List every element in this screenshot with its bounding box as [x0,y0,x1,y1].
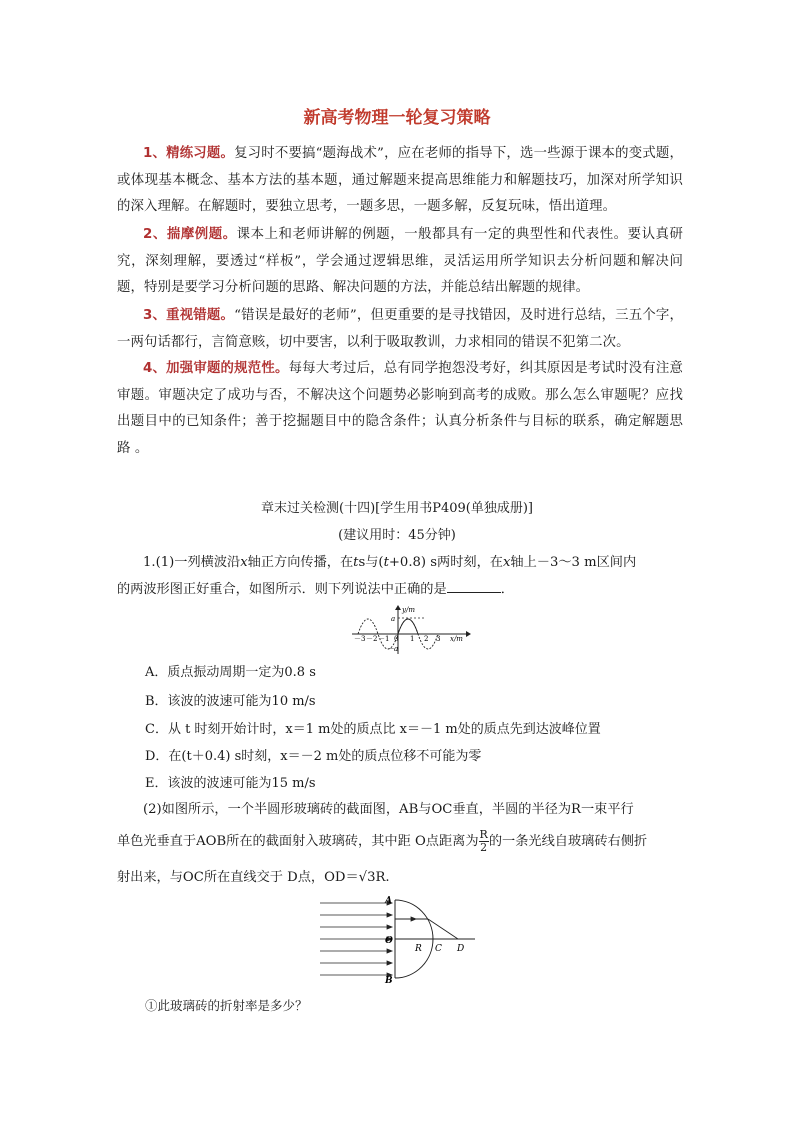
tick-label: －3 [354,635,366,643]
sub-question-1: ①此玻璃砖的折射率是多少？ [145,998,308,1013]
question-1-part-2-line-2 [117,828,683,855]
section-title: 章末过关检测(十四)[学生用书P409(单独成册)] [261,501,533,516]
strategy-body: 课本上和老师讲解的例题，一般都具有一定的典型性和代表性。要认真研究，深刻理解，要透过“样板”，学会通过逻辑思维，灵活运用所学知识去分析问题和解决问题，特别是要学习分析问题的思路、解决问题的方法，并能总结出解题的规律。 [117,227,683,296]
option-d: D．在(t＋0.4) s时刻，x＝－2 m处的质点位移不可能为零 [145,749,482,764]
point-c-label: C [435,944,442,954]
tick-label: －2 [366,635,378,643]
text-run: 轴正方向传播，在 [247,555,354,570]
strategy-body: 复习时不要搞“题海战术”，应在老师的指导下，选一些源于课本的变式题，或体现基本概念、基本方法的基本题，通过解题来提高思维能力和解题技巧，加深对所学知识的深入理解。在解题时，要独立思考，一题多思，一题多解，反复玩味，悟出道理。 [117,146,683,215]
page-title: 新高考物理一轮复习策略 [303,108,491,128]
text-run: 单色光垂直于AOB所在的截面射入玻璃砖，其中距 O点距离为 [117,834,479,849]
amplitude-positive: a [391,615,396,623]
question-1-part-1 [117,549,683,576]
answer-blank[interactable] [447,578,501,593]
text-run: 轴上－3～3 m区间内 [510,555,637,570]
text-run: s与( [358,555,384,570]
option-e: E．该波的波速可能为15 m/s [145,776,316,791]
option-b: B．该波的波速可能为10 m/s [145,694,316,709]
strategy-heading: 1、精练习题。 [143,146,235,161]
fraction-numerator: R [479,828,488,841]
strategy-2 [117,222,683,302]
glass-brick-figure [315,891,480,988]
strategy-heading: 4、加强审题的规范性。 [143,361,289,376]
question-1-line-2 [117,576,683,603]
strategy-1 [117,141,683,221]
text-run: 的一条光线自玻璃砖右侧折 [488,834,648,849]
point-d-label: D [457,944,465,954]
strategy-3 [117,303,683,356]
tick-label: 0 [394,635,399,643]
text-run: +0.8) s两时刻，在 [388,555,503,570]
tick-label: 1 [410,635,415,643]
wave-figure [350,604,472,656]
x-axis-label: x/m [450,635,463,643]
strategy-heading: 3、重视错题。 [143,308,235,323]
tick-label: 2 [424,635,429,643]
y-axis-label: y/m [402,606,415,614]
fraction-denominator: 2 [480,841,488,854]
fraction-r-over-2 [479,829,489,854]
question-1-part-2: (2)如图所示，一个半圆形玻璃砖的截面图，AB与OC垂直，半圆的半径为R一束平行 [143,802,634,817]
option-c: C．从 t 时刻开始计时，x＝1 m处的质点比 x＝－1 m处的质点先到达波峰位置 [145,722,601,737]
time-note: (建议用时：45分钟) [338,528,456,543]
point-b-label: B [385,976,393,986]
var-t: t [383,555,389,570]
strategy-body: 每每大考过后，总有同学抱怨没考好，纠其原因是考试时没有注意审题。审题决定了成功与否，不解决这个问题势必影响到高考的成败。那么怎么审题呢？应找出题目中的已知条件；善于挖掘题目中的隐含条件；认真分析条件与目标的联系，确定解题思路 。 [117,361,683,456]
point-a-label: A [385,896,392,906]
strategy-4 [117,356,683,462]
tick-label: 3 [436,635,441,643]
option-a: A．质点振动周期一定为0.8 s [145,665,316,680]
text-run: 1.(1)一列横波沿 [143,555,241,570]
amplitude-negative: －a [387,645,399,653]
radius-label: R [415,944,422,954]
var-x: x [502,555,511,570]
strategy-body: “错误是最好的老师”，但更重要的是寻找错因，及时进行总结，三五个字，一两句话都行，言简意赅，切中要害，以利于吸取教训，力求相同的错误不犯第二次。 [117,308,683,350]
text-run: 的两波形图正好重合，如图所示．则下列说法中正确的是 [117,582,447,597]
strategy-heading: 2、揣摩例题。 [143,227,237,242]
text-run: ． [500,582,514,597]
point-o-label: O [385,936,393,946]
var-x: x [240,555,248,570]
tick-label: －1 [378,635,390,643]
var-t: t [353,555,359,570]
question-1-part-2-line-3: 射出来，与OC所在直线交于 D点，OD＝√3R. [117,870,390,885]
